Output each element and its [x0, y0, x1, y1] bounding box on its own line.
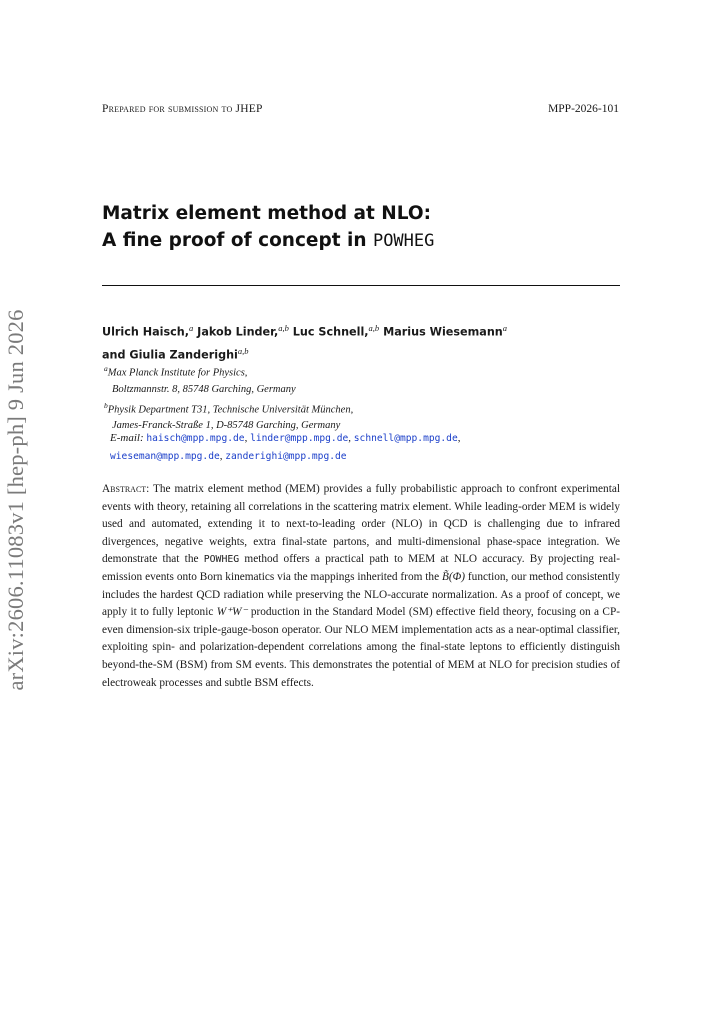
affil-text: Physik Department T31, Technische Universität München, [107, 404, 354, 415]
author-name: Ulrich Haisch, [102, 325, 190, 339]
email-line-1: E-mail: haisch@mpp.mpg.de, linder@mpp.mpg.de, schnell@mpp.mpg.de, [110, 432, 461, 444]
email-line-2: wieseman@mpp.mpg.de, zanderighi@mpp.mpg.de [110, 449, 347, 462]
abstract-paragraph [102, 481, 620, 692]
email-link[interactable]: schnell@mpp.mpg.de [353, 433, 458, 444]
abstract-text: The matrix element method (MEM) provides a fully probabilistic approach to confront experimental events with theory, retaining all correlations in the scattering matrix element. While leading-order MEM is widely used and automated, extending it to next-to-leading order (NLO) in QCD is challenging due to infrared divergences, negative weights, extra final-state partons, and multi-dimensional phase-space integration. We demonstrate that the [102, 483, 620, 566]
author-line-1 [102, 319, 622, 342]
author-name: Luc Schnell, [292, 325, 369, 339]
affiliations [104, 361, 624, 434]
author-name: Marius Wiesemann [383, 325, 503, 339]
email-label: E-mail: [110, 432, 144, 444]
page-header [102, 103, 619, 115]
abstract-text: method offers a practical path to MEM at NLO accuracy. By projecting real-emission events onto Born kinematics via the mappings inherited from the [102, 553, 620, 583]
affil-mark: a,b [237, 345, 249, 356]
title-line-2-text: A fine proof of concept in [102, 230, 373, 251]
title-line-1: Matrix element method at NLO: [102, 203, 432, 224]
author-list [102, 319, 622, 364]
arxiv-id: arXiv:2606.11083v1 [hep-ph] 9 Jun 2026 [3, 309, 28, 691]
affil-mark: b [104, 400, 108, 410]
affiliation-b-line-1 [104, 398, 624, 419]
abstract-label: Abstract: [102, 483, 150, 495]
email-block [110, 430, 625, 465]
abstract-text: function, our method consistently includes the hardest QCD radiation while preserving the NLO-accurate normalization. As a proof of concept, we apply it to fully leptonic [102, 570, 620, 619]
abstract-text: production in the Standard Model (SM) effective field theory, focusing on a CP-even dimension-six triple-gauge-boson operator. Our NLO MEM implementation acts as a near-optimal classifier, exploiting spin- and polarization-dependent correlations among the final-state leptons to efficiently distinguish beyond-the-SM (BSM) from SM events. This demonstrates the potential of MEM at NLO for precision studies of electroweak processes and subtle BSM effects. [102, 606, 620, 689]
affil-mark: a [189, 323, 194, 333]
email-link[interactable]: zanderighi@mpp.mpg.de [225, 450, 347, 462]
journal-note: Prepared for submission to JHEP [102, 103, 263, 115]
abstract-code: POWHEG [203, 554, 240, 566]
preprint-number: MPP-2026-101 [548, 103, 619, 115]
affil-mark: a [502, 323, 508, 333]
title-rule [102, 285, 620, 286]
affiliation-a-line-1 [104, 361, 624, 382]
abstract [102, 481, 620, 692]
affil-text: Max Planck Institute for Physics, [107, 367, 248, 379]
math-ww: W⁺W⁻ [216, 606, 248, 619]
affiliation-a-line-2: Boltzmannstr. 8, 85748 Garching, Germany [112, 383, 296, 395]
affil-mark: a,b [278, 323, 289, 333]
author-name: and Giulia Zanderighi [102, 348, 238, 362]
email-link[interactable]: wieseman@mpp.mpg.de [110, 450, 220, 462]
paper-title [102, 200, 622, 255]
author-name: Jakob Linder, [197, 325, 279, 339]
title-line-2 [102, 227, 622, 255]
email-link[interactable]: linder@mpp.mpg.de [250, 433, 349, 444]
title-code: POWHEG [372, 231, 435, 251]
affiliation-b-line-2: James-Franck-Straße 1, D-85748 Garching, Germany [112, 420, 341, 431]
email-link[interactable]: haisch@mpp.mpg.de [146, 433, 245, 444]
math-btilde: B̃(Φ) [441, 570, 466, 583]
affil-mark: a,b [368, 323, 380, 333]
affil-mark: a [104, 364, 108, 373]
